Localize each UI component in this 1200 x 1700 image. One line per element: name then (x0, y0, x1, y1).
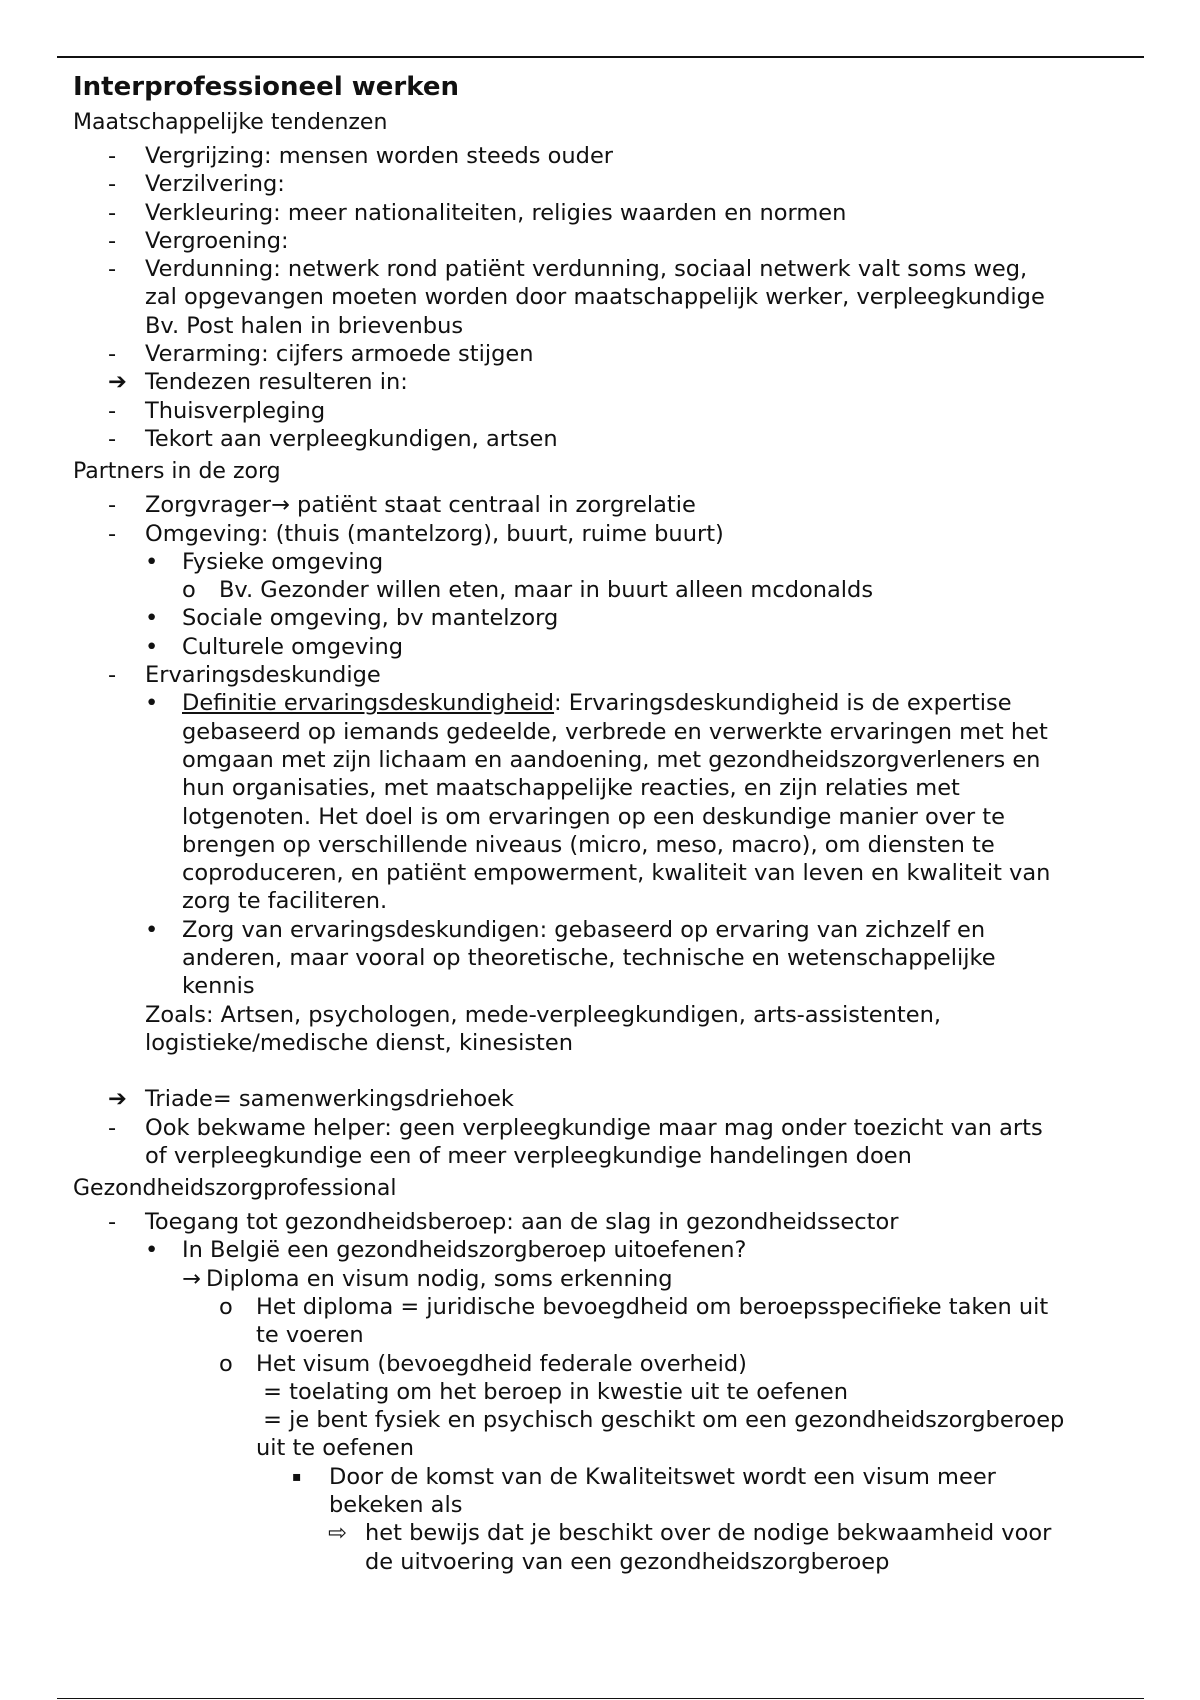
list-item (73, 1519, 1143, 1547)
list-item (73, 491, 1143, 519)
bullet-marker: • (145, 633, 159, 660)
circle-marker: o (219, 1293, 233, 1320)
section-heading-tendenzen: Maatschappelijke tendenzen (73, 110, 388, 135)
square-marker: ▪ (292, 1468, 302, 1485)
list-item-continuation: zal opgevangen moeten worden door maatschappelijk werker, verpleegkundige (145, 284, 1045, 311)
section-heading-partners: Partners in de zorg (73, 459, 281, 485)
list-item (73, 1265, 1143, 1293)
list-item-text: Tendezen resulteren in: (145, 369, 408, 396)
list-item-text: Bv. Gezonder willen eten, maar in buurt alleen mcdonalds (219, 577, 874, 604)
dash-marker: - (108, 425, 117, 452)
section-heading-professional: Gezondheidszorgprofessional (73, 1176, 397, 1202)
list-item-continuation: brengen op verschillende niveaus (micro, meso, macro), om diensten te (182, 831, 995, 858)
list-item-continuation: hun organisaties, met maatschappelijke reacties, en zijn relaties met (182, 775, 960, 802)
list-item (73, 425, 1143, 453)
list-item-text: Zorg van ervaringsdeskundigen: gebaseerd op ervaring van zichzelf en (182, 916, 986, 943)
bullet-marker: • (145, 916, 159, 943)
list-item-text: Culturele omgeving (182, 633, 404, 660)
list-item-text: Verarming: cijfers armoede stijgen (145, 341, 534, 368)
dash-marker: - (108, 227, 117, 254)
dash-marker: - (108, 171, 117, 198)
list-item-text: Sociale omgeving, bv mantelzorg (182, 605, 559, 632)
list-item (73, 142, 1143, 170)
list-item-text: Diploma en visum nodig, soms erkenning (206, 1265, 673, 1292)
paragraph-line: Zoals: Artsen, psychologen, mede-verpleegkundigen, arts-assistenten, (145, 1001, 941, 1028)
definition-text: : Ervaringsdeskundigheid is de expertise (554, 690, 1012, 717)
list-item (73, 227, 1143, 255)
list-item-continuation: = je bent fysiek en psychisch geschikt om een gezondheidszorgberoep (256, 1407, 1065, 1434)
list-item (73, 916, 1143, 944)
list-item-text: Ervaringsdeskundige (145, 662, 381, 689)
definition-item (182, 689, 1012, 717)
dash-marker: - (108, 199, 117, 226)
dash-marker: - (108, 520, 117, 547)
paragraph-line: logistieke/medische dienst, kinesisten (145, 1029, 573, 1056)
list-item-continuation: zorg te faciliteren. (182, 888, 388, 915)
list-item-text: Omgeving: (thuis (mantelzorg), buurt, ruime buurt) (145, 520, 724, 547)
list-item-text: Toegang tot gezondheidsberoep: aan de slag in gezondheidssector (145, 1209, 899, 1236)
list-item-continuation: omgaan met zijn lichaam en aandoening, met gezondheidszorgverleners en (182, 746, 1041, 773)
bullet-marker: • (145, 1237, 159, 1264)
list-item-text: Vergroening: (145, 227, 289, 254)
list-item (73, 397, 1143, 425)
bullet-marker: • (145, 605, 159, 632)
list-item-text: Triade= samenwerkingsdriehoek (145, 1086, 514, 1113)
document-title: Interprofessioneel werken (73, 72, 459, 102)
list-item-continuation: coproduceren, en patiënt empowerment, kwaliteit van leven en kwaliteit van (182, 860, 1051, 887)
list-item (73, 661, 1143, 689)
list-item (73, 340, 1143, 368)
dash-marker: - (108, 143, 117, 169)
list-item-continuation: de uitvoering van een gezondheidszorgberoep (365, 1548, 890, 1575)
list-item-text: Verzilvering: (145, 171, 285, 198)
list-item-continuation: gebaseerd op iemands gedeelde, verbrede en verwerkte ervaringen met het (182, 718, 1048, 745)
list-item (73, 170, 1143, 198)
dash-marker: - (108, 256, 117, 283)
list-item (73, 1236, 1143, 1264)
list-item-text: het bewijs dat je beschikt over de nodige bekwaamheid voor (365, 1520, 1052, 1547)
list-item-text: Fysieke omgeving (182, 548, 384, 575)
bold-arrow-icon: ➔ (108, 1086, 127, 1113)
list-item (73, 576, 1143, 604)
circle-marker: o (182, 577, 196, 604)
list-item-continuation: of verpleegkundige een of meer verpleegkundige handelingen doen (145, 1142, 912, 1169)
list-item (73, 520, 1143, 548)
list-item-continuation: lotgenoten. Het doel is om ervaringen op een deskundige manier over te (182, 803, 1005, 830)
dash-marker: - (108, 1114, 117, 1141)
dash-marker: - (108, 662, 117, 689)
list-item-text: Het diploma = juridische bevoegdheid om beroepsspecifieke taken uit (256, 1293, 1049, 1320)
arrow-icon: → (182, 1265, 201, 1292)
list-item-text: Verkleuring: meer nationaliteiten, religies waarden en normen (145, 199, 847, 226)
circle-marker: o (219, 1350, 233, 1377)
list-item (73, 1293, 1143, 1321)
list-item-continuation: bekeken als (329, 1492, 463, 1519)
dash-marker: - (108, 1209, 117, 1236)
list-item (73, 255, 1143, 283)
list-item-continuation: Bv. Post halen in brievenbus (145, 312, 464, 339)
list-item (73, 548, 1143, 576)
document-page (73, 70, 1143, 1576)
list-item (73, 604, 1143, 632)
list-item-continuation: = toelating om het beroep in kwestie uit te oefenen (256, 1378, 848, 1405)
list-item-text: In België een gezondheidszorgberoep uitoefenen? (182, 1237, 747, 1264)
list-item-text: Zorgvrager→ patiënt staat centraal in zorgrelatie (145, 492, 696, 519)
dash-marker: - (108, 397, 117, 424)
list-item-text: Het visum (bevoegdheid federale overheid) (256, 1350, 747, 1377)
list-item-continuation: uit te oefenen (256, 1435, 415, 1462)
spacer (73, 1057, 1143, 1085)
list-item-continuation: kennis (182, 973, 255, 1000)
dash-marker: - (108, 492, 117, 519)
list-item (73, 1114, 1143, 1142)
dash-marker: - (108, 341, 117, 368)
bullet-marker: • (145, 690, 159, 717)
list-item-text: Tekort aan verpleegkundigen, artsen (145, 425, 558, 452)
top-rule (57, 56, 1144, 58)
hollow-arrow-icon: ⇨ (328, 1520, 347, 1547)
list-item-continuation: anderen, maar vooral op theoretische, technische en wetenschappelijke (182, 945, 996, 972)
list-item (73, 1085, 1143, 1113)
list-item (73, 199, 1143, 227)
list-item (73, 633, 1143, 661)
bullet-marker: • (145, 548, 159, 575)
list-item-text: Ook bekwame helper: geen verpleegkundige maar mag onder toezicht van arts (145, 1114, 1043, 1141)
list-item (73, 1350, 1143, 1378)
definition-term: Definitie ervaringsdeskundigheid (182, 690, 555, 717)
list-item (73, 368, 1143, 396)
list-item-text: Door de komst van de Kwaliteitswet wordt een visum meer (329, 1463, 996, 1490)
list-item-text: Vergrijzing: mensen worden steeds ouder (145, 143, 614, 169)
bold-arrow-icon: ➔ (108, 369, 127, 396)
list-item (73, 1208, 1143, 1236)
list-item (73, 689, 1143, 717)
bottom-rule (57, 1698, 1144, 1699)
list-item-text: Thuisverpleging (145, 397, 326, 424)
list-item-text: Verdunning: netwerk rond patiënt verdunning, sociaal netwerk valt soms weg, (145, 256, 1028, 283)
list-item-continuation: te voeren (256, 1322, 364, 1349)
list-item (73, 1463, 1143, 1491)
